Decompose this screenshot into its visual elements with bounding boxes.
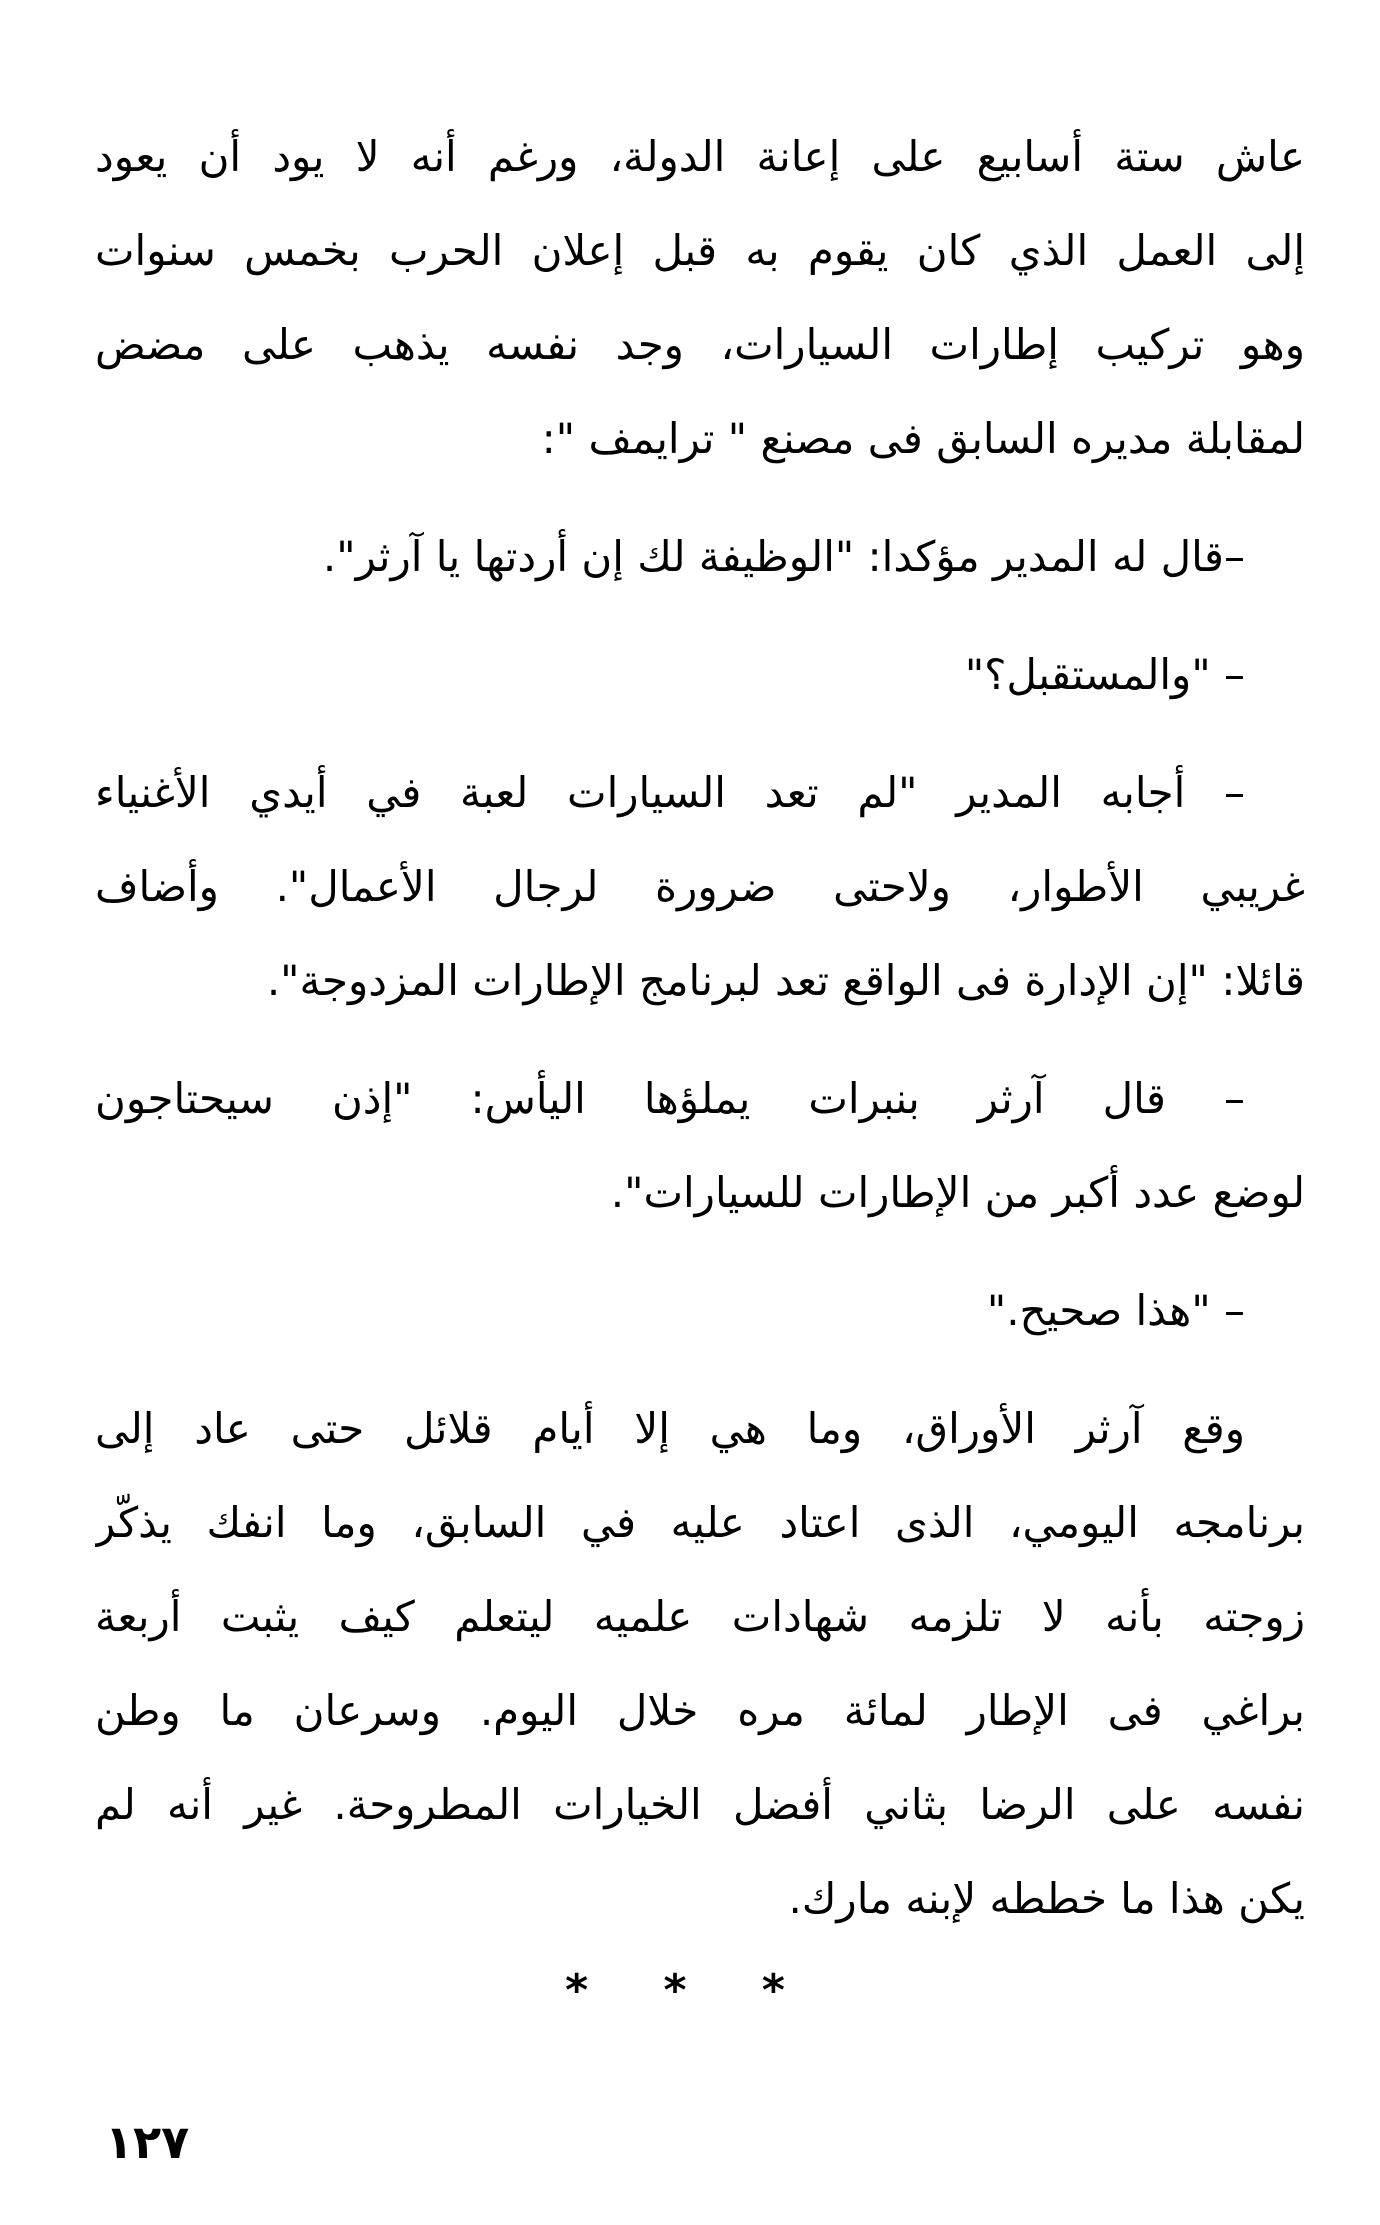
dialogue-line: – "والمستقبل؟" bbox=[964, 650, 1245, 699]
text-line: عاش ستة أسابيع على إعانة الدولة، ورغم أنه لا يود أن يعود bbox=[95, 132, 1305, 181]
text-line: زوجته بأنه لا تلزمه شهادات علميه ليتعلم كيف يثبت أربعة bbox=[95, 1592, 1305, 1641]
text-line: لمقابلة مديره السابق فى مصنع " ترايمف ": bbox=[541, 414, 1305, 463]
text-line: وهو تركيب إطارات السيارات، وجد نفسه يذهب على مضض bbox=[95, 320, 1305, 369]
text-line: نفسه على الرضا بثاني أفضل الخيارات المطروحة. غير أنه لم bbox=[95, 1780, 1305, 1829]
dialogue-line: –قال له المدير مؤكدا: "الوظيفة لك إن أردتها يا آرثر". bbox=[322, 532, 1245, 581]
text-line: قائلا: "إن الإدارة فى الواقع تعد لبرنامج الإطارات المزدوجة". bbox=[266, 956, 1305, 1005]
text-line: إلى العمل الذي كان يقوم به قبل إعلان الحرب بخمس سنوات bbox=[95, 226, 1305, 275]
text-line: برنامجه اليومي، الذى اعتاد عليه في السابق، وما انفك يذكّر bbox=[95, 1498, 1305, 1547]
text-line: غريبي الأطوار، ولاحتى ضرورة لرجال الأعمال". وأضاف bbox=[95, 862, 1305, 911]
page-number: ١٢٧ bbox=[105, 2115, 190, 2169]
text-line: لوضع عدد أكبر من الإطارات للسيارات". bbox=[610, 1168, 1305, 1217]
text-line: يكن هذا ما خططه لإبنه مارك. bbox=[788, 1874, 1305, 1923]
dialogue-line: – قال آرثر بنبرات يملؤها اليأس: "إذن سيحتاجون bbox=[95, 1074, 1245, 1123]
dialogue-line: – أجابه المدير "لم تعد السيارات لعبة في أيدي الأغنياء bbox=[95, 768, 1245, 817]
text-line: وقع آرثر الأوراق، وما هي إلا أيام قلائل حتى عاد إلى bbox=[95, 1404, 1245, 1453]
dialogue-line: – "هذا صحيح." bbox=[986, 1286, 1245, 1335]
text-line: براغي فى الإطار لمائة مره خلال اليوم. وسرعان ما وطن bbox=[95, 1686, 1305, 1735]
body-text bbox=[95, 110, 1305, 1946]
section-separator: * * * bbox=[565, 1965, 815, 2016]
